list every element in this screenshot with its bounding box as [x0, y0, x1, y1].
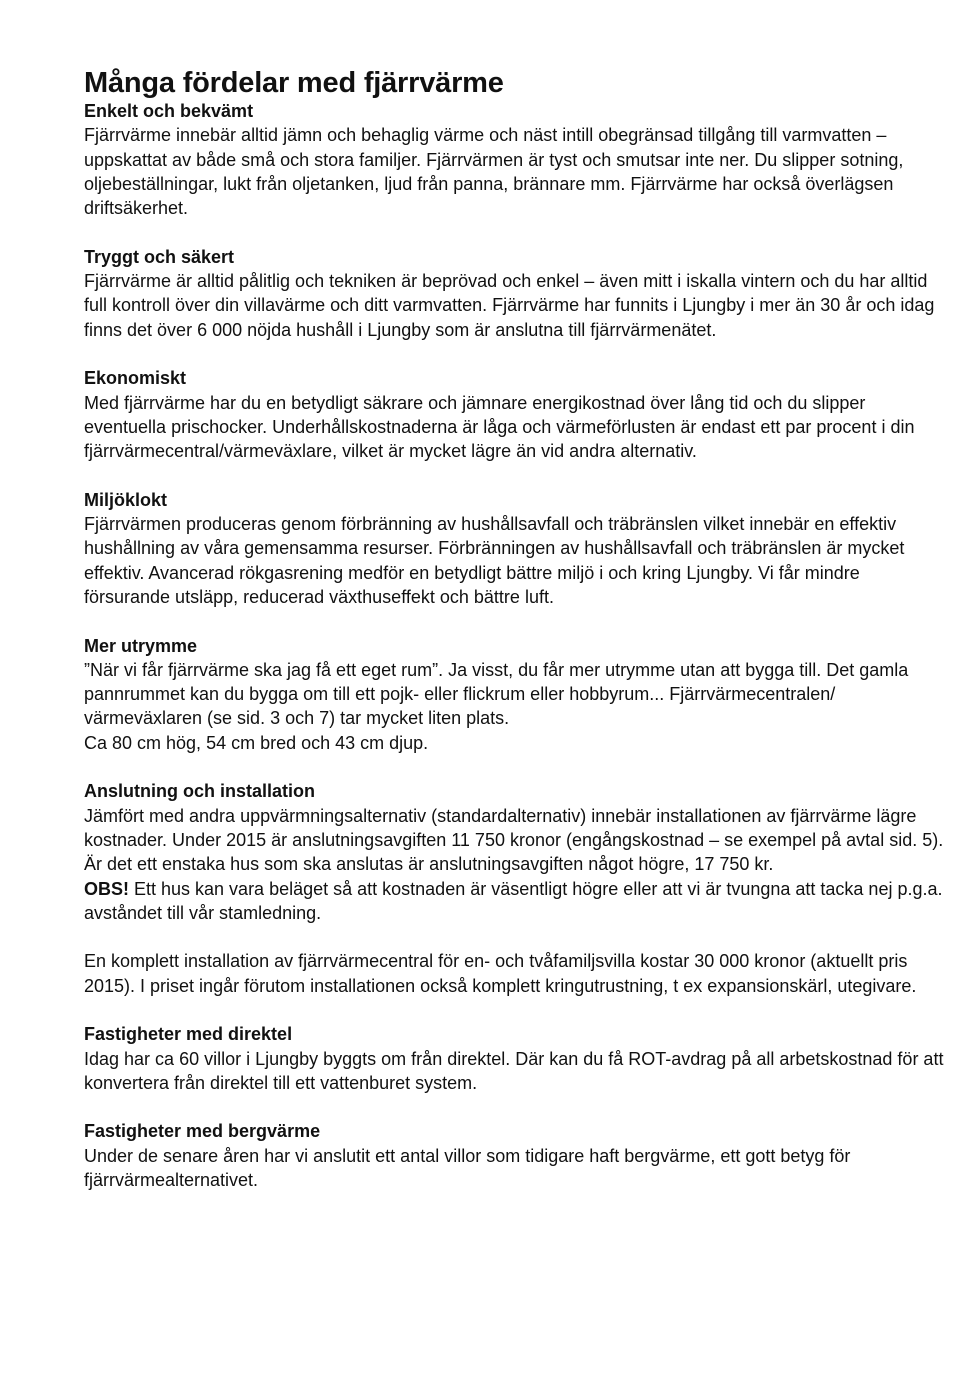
section-ekonomiskt	[84, 366, 944, 463]
section-text: Under de senare åren har vi anslutit ett antal villor som tidigare haft bergvärme, ett gott betyg för fjärrvärmealternativet.	[84, 1145, 851, 1191]
section-miljoklokt	[84, 488, 944, 609]
obs-note	[84, 877, 944, 926]
page-title: Många fördelar med fjärrvärme	[84, 67, 504, 99]
section-text: Jämfört med andra uppvärmningsalternativ (standardalternativ) innebär installationen av fjärrvärme lägre kostnader. Under 2015 är anslutningsavgiften 11 750 kronor (engångskostnad – se exempel på avtal sid. 5). Är det ett enstaka hus som ska anslutas är anslutningsavgiften något högre, 17 750 kr.	[84, 805, 944, 875]
section-heading: Fastigheter med bergvärme	[84, 1121, 321, 1142]
section-tryggt	[84, 245, 944, 342]
section-text: Med fjärrvärme har du en betydligt säkrare och jämnare energikostnad över lång tid och du slipper eventuella prischocker. Underhållskostnaderna är låga och värmeförlusten är endast ett par procent i din fjärrvärmecentral/värmeväxlare, vilket är mycket lägre än vid andra alternativ.	[84, 392, 915, 462]
section-text-dimensions: Ca 80 cm hög, 54 cm bred och 43 cm djup.	[84, 732, 429, 753]
section-heading: Anslutning och installation	[84, 781, 315, 802]
section-text: ”När vi får fjärrvärme ska jag få ett eget rum”. Ja visst, du får mer utrymme utan att bygga till. Det gamla pannrummet kan du bygga om till ett pojk- eller flickrum eller hobbyrum... Fjärrvärmecentralen/ värmeväxlaren (se sid. 3 och 7) tar mycket liten plats.	[84, 659, 909, 729]
section-bergvarme	[84, 1119, 944, 1192]
obs-text: Ett hus kan vara beläget så att kostnaden är väsentligt högre eller att vi är tvungna att tacka nej p.g.a. avståndet till vår stamledning.	[84, 878, 943, 923]
section-text: Fjärrvärmen produceras genom förbränning av hushållsavfall och träbränslen vilket innebär en effektiv hushållning av våra gemensamma resurser. Förbränningen av hushållsavfall och träbränslen är mycket effektiv. Avancerad rökgasrening medför en betydligt bättre miljö i och kring Ljungby. Vi får mindre försurande utsläpp, reducerad växthuseffekt och bättre luft.	[84, 514, 905, 607]
section-heading: Enkelt och bekvämt	[84, 101, 254, 121]
section-enkelt	[84, 99, 944, 220]
section-mer-utrymme	[84, 634, 944, 755]
document-page	[84, 66, 944, 1192]
section-text-installation-cost: En komplett installation av fjärrvärmecentral för en- och tvåfamiljsvilla kostar 30 000 kronor (aktuellt pris 2015). I priset ingår förutom installationen också komplett kringutrustning, t ex expansionskärl, utegivare.	[84, 951, 917, 996]
section-text: Idag har ca 60 villor i Ljungby byggts om från direktel. Där kan du få ROT-avdrag på all arbetskostnad för att konvertera från direktel till ett vattenburet system.	[84, 1048, 944, 1093]
section-heading: Tryggt och säkert	[84, 246, 235, 267]
section-text: Fjärrvärme är alltid pålitlig och tekniken är beprövad och enkel – även mitt i iskalla vintern och du har alltid full kontroll över din villavärme och ditt varmvatten. Fjärrvärme har funnits i Ljungby i mer än 30 år och idag finns det över 6 000 nöjda hushåll i Ljungby som är anslutna till fjärrvärmenätet.	[84, 271, 935, 340]
section-heading: Mer utrymme	[84, 635, 198, 656]
section-anslutning	[84, 779, 944, 998]
obs-label: OBS!	[84, 878, 129, 899]
section-direktel	[84, 1022, 944, 1095]
section-heading: Fastigheter med direktel	[84, 1024, 293, 1045]
section-heading: Ekonomiskt	[84, 368, 187, 389]
section-heading: Miljöklokt	[84, 489, 168, 510]
section-text: Fjärrvärme innebär alltid jämn och behaglig värme och näst intill obegränsad tillgång till varmvatten – uppskattat av både små och stora familjer. Fjärrvärmen är tyst och smutsar inte ner. Du slipper sotning, oljebeställningar, lukt från oljetanken, ljud från panna, brännare mm. Fjärrvärme har också överlägsen driftsäkerhet.	[84, 125, 904, 219]
